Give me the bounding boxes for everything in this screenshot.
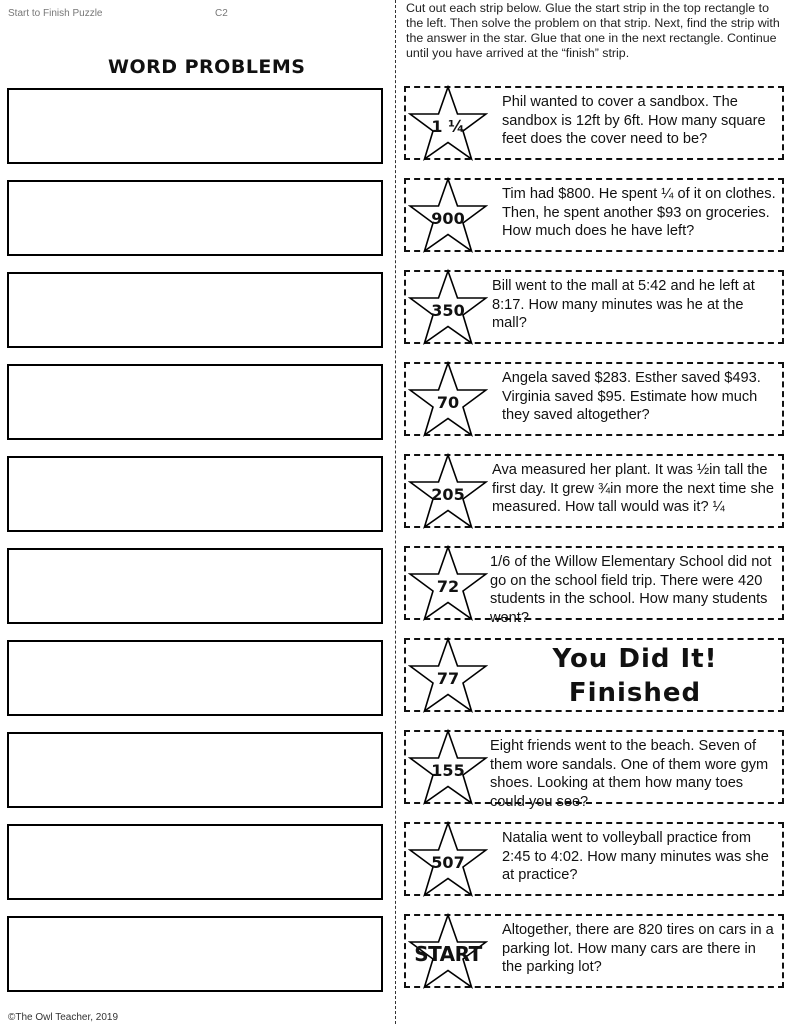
star-answer: 72 <box>436 577 460 596</box>
star-answer: 70 <box>436 393 460 412</box>
problem-text: Altogether, there are 820 tires on cars in a parking lot. How many cars are there in the parking lot? <box>502 922 774 975</box>
star-answer: 1 ¼ <box>431 117 465 136</box>
glue-rectangle <box>7 824 383 900</box>
puzzle-strip <box>404 362 784 436</box>
star-icon <box>408 84 488 164</box>
star-icon <box>408 544 488 624</box>
copyright: ©The Owl Teacher, 2019 <box>8 1012 119 1023</box>
page-title: WORD PROBLEMS <box>108 56 306 78</box>
puzzle-strip <box>404 546 784 626</box>
start-strip <box>404 914 784 988</box>
star-answer: 155 <box>431 761 465 780</box>
problem-text: Bill went to the mall at 5:42 and he left at 8:17. How many minutes was he at the mall? <box>492 278 755 331</box>
star-icon <box>408 728 488 808</box>
instructions-text: Cut out each strip below. Glue the start strip in the top rectangle to the left. Then solve the problem on that strip. Next, find the strip with the answer in the star. Glue that one in the next rectangle. Continue until you have arrived at the “finish” strip. <box>406 1 780 60</box>
star-icon <box>408 360 488 440</box>
header-label: Start to Finish Puzzle <box>8 8 103 19</box>
finished-heading: You Did It! <box>552 644 718 674</box>
problem-text: Ava measured her plant. It was ½in tall the first day. It grew ¾in more the next time she measured. How tall would was it? ¼ <box>492 462 774 515</box>
finish-strip <box>404 638 784 712</box>
problem-text: Eight friends went to the beach. Seven of them wore sandals. One of them wore gym shoes. Looking at them how many toes could you see? <box>490 738 769 810</box>
puzzle-strip <box>404 270 784 344</box>
cut-line <box>395 0 396 1024</box>
problem-text: Natalia went to volleyball practice from 2:45 to 4:02. How many minutes was she at practice? <box>502 830 769 883</box>
star-icon <box>408 268 488 348</box>
star-answer: 507 <box>431 853 465 872</box>
star-icon <box>408 636 488 716</box>
puzzle-strip <box>404 86 784 160</box>
glue-rectangle <box>7 732 383 808</box>
star-icon <box>408 820 488 900</box>
star-answer: START <box>414 942 482 966</box>
finished-subheading: Finished <box>568 678 702 708</box>
puzzle-strip <box>404 822 784 896</box>
star-answer: 77 <box>436 669 460 688</box>
glue-rectangle <box>7 456 383 532</box>
star-icon <box>408 912 488 992</box>
puzzle-strip <box>404 454 784 528</box>
glue-rectangle <box>7 88 383 164</box>
problem-text: Tim had $800. He spent ¼ of it on clothes. Then, he spent another $93 on groceries. How much does he have left? <box>502 186 776 239</box>
problem-text: Angela saved $283. Esther saved $493. Virginia saved $95. Estimate how much they saved altogether? <box>502 370 761 423</box>
problem-text: 1/6 of the Willow Elementary School did not go on the school field trip. There were 420 students in the school. How many students went? <box>490 554 772 626</box>
glue-rectangle <box>7 548 383 624</box>
glue-rectangle <box>7 640 383 716</box>
glue-rectangle <box>7 272 383 348</box>
star-icon <box>408 176 488 256</box>
star-answer: 900 <box>431 209 465 228</box>
problem-text: Phil wanted to cover a sandbox. The sandbox is 12ft by 6ft. How many square feet does the cover need to be? <box>502 94 766 147</box>
star-answer: 205 <box>431 485 465 504</box>
glue-rectangle <box>7 364 383 440</box>
puzzle-strip <box>404 178 784 252</box>
puzzle-strip <box>404 730 784 810</box>
glue-rectangle <box>7 916 383 992</box>
page-code: C2 <box>215 8 228 19</box>
star-icon <box>408 452 488 532</box>
glue-rectangle <box>7 180 383 256</box>
star-answer: 350 <box>431 301 465 320</box>
